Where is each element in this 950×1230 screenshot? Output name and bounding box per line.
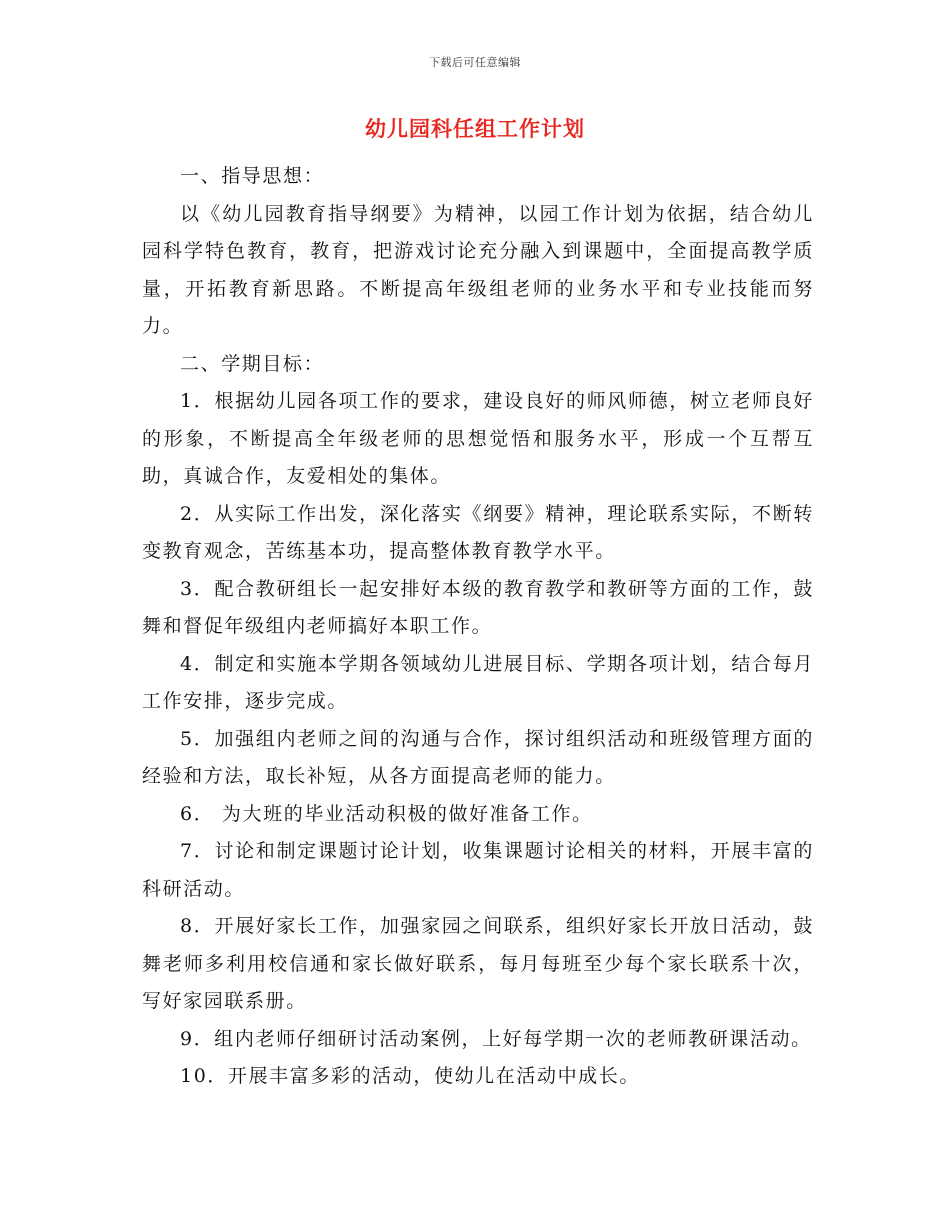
document-body [142,158,814,1096]
paragraph-guiding-ideology: 以《幼儿园教育指导纲要》为精神，以园工作计划为依据，结合幼儿园科学特色教育，教育，把游戏讨论充分融入到课题中，全面提高教学质量，开拓教育新思路。不断提高年级组老师的业务水平和专业技能而努力。 [142,202,814,337]
section-heading-semester-goals: 二、学期目标： [180,352,325,375]
goal-item-2: 2．从实际工作出发，深化落实《纲要》精神，理论联系实际，不断转变教育观念，苦练基本功，提高整体教育教学水平。 [142,502,814,562]
header-note: 下载后可任意编辑 [429,56,521,69]
goal-item-8: 8．开展好家长工作，加强家园之间联系，组织好家长开放日活动，鼓舞老师多利用校信通和家长做好联系，每月每班至少每个家长联系十次，写好家园联系册。 [142,915,814,1012]
goal-item-5: 5．加强组内老师之间的沟通与合作，探讨组织活动和班级管理方面的经验和方法，取长补短，从各方面提高老师的能力。 [142,727,814,787]
goal-item-9: 9．组内老师仔细研讨活动案例，上好每学期一次的老师教研课活动。 [180,1027,812,1050]
goal-item-3: 3．配合教研组长一起安排好本级的教育教学和教研等方面的工作，鼓舞和督促年级组内老师搞好本职工作。 [142,577,814,637]
section-heading-guiding-ideology: 一、指导思想： [180,165,325,187]
goal-item-6: 6． 为大班的毕业活动积极的做好准备工作。 [180,802,593,825]
goal-item-10: 10．开展丰富多彩的活动，使幼儿在活动中成长。 [180,1065,640,1087]
goal-item-1: 1．根据幼儿园各项工作的要求，建设良好的师风师德，树立老师良好的形象，不断提高全年级老师的思想觉悟和服务水平，形成一个互帮互助，真诚合作，友爱相处的集体。 [142,390,814,487]
document-title: 幼儿园科任组工作计划 [365,116,585,141]
goal-item-4: 4．制定和实施本学期各领域幼儿进展目标、学期各项计划，结合每月工作安排，逐步完成。 [142,652,814,712]
goal-item-7: 7．讨论和制定课题讨论计划，收集课题讨论相关的材料，开展丰富的科研活动。 [142,840,814,900]
